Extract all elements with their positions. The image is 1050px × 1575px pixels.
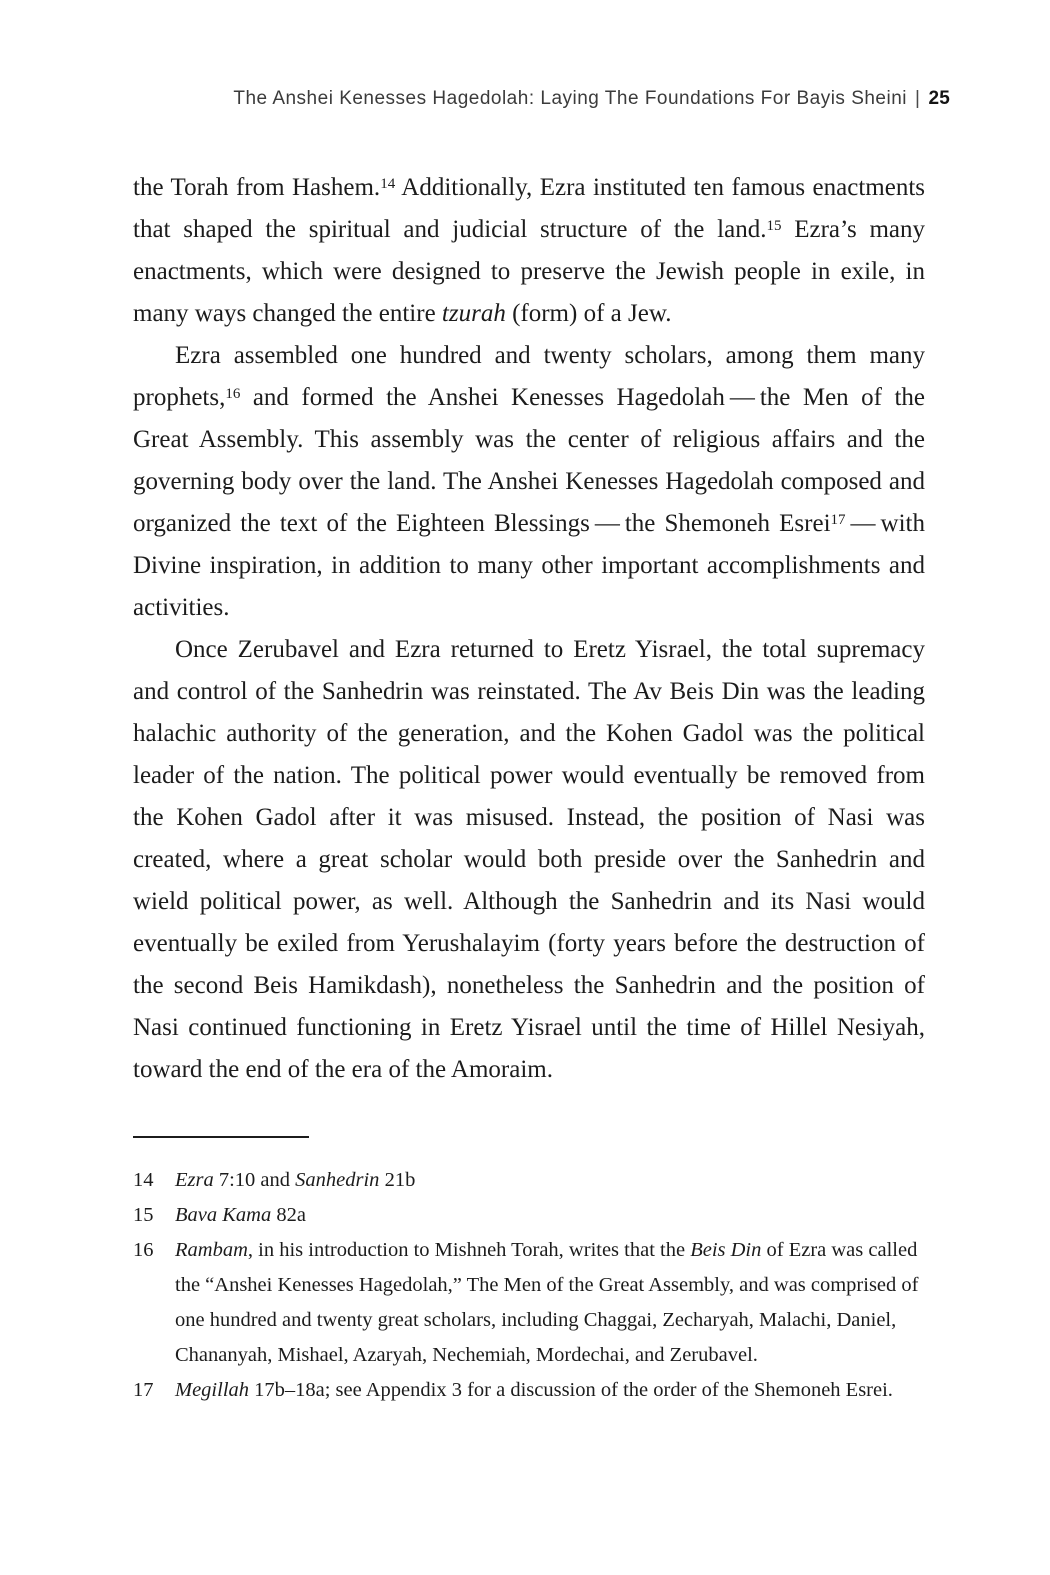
footnote-divider [133,1136,309,1138]
running-header [0,88,950,110]
italic-text: Sanhedrin [295,1169,380,1191]
footnote-text [175,1239,919,1366]
footnotes-section [133,1163,925,1408]
italic-text: Bava Kama [175,1204,272,1226]
text-run: (form) of a Jew. [505,300,672,327]
text-run: 21b [379,1169,416,1191]
text-run: — with Divine inspiration, in addition to many other important accomplishments and activities. [133,510,925,621]
italic-text: Megillah [175,1379,250,1401]
text-run: , in his introduction to Mishneh Torah, writes that the [247,1239,691,1261]
text-run: Once Zerubavel and Ezra returned to Eretz Yisrael, the total supremacy and control of the Sanhedrin was reinstated. The Av Beis Din was the leading halachic authority of the generation, and the Kohen Gadol was the political leader of the nation. The political power would eventually be removed from the Kohen Gadol after it was misused. Instead, the position of Nasi was created, where a great scholar would both preside over the Sanhedrin and wield political power, as well. Although the Sanhedrin and its Nasi would eventually be exiled from Yerushalayim (forty years before the destruction of the second Beis Hamikdash), nonetheless the Sanhedrin and the position of Nasi continued functioning in Eretz Yisrael until the time of Hillel Nesiyah, toward the end of the era of the Amoraim. [133,636,925,1083]
italic-text: Rambam [175,1239,248,1261]
text-run: the Torah from Hashem. [133,174,381,201]
footnote-ref: 14 [380,176,396,193]
text-run: Ezra’s many enactments, which were designed to preserve the Jewish people in exile, in many ways changed the entire [133,216,925,327]
footnote-number: 16 [133,1239,154,1261]
footnote-17 [133,1373,925,1408]
text-run: of Ezra was called the “Anshei Kenesses Hagedolah,” The Men of the Great Assembly, and was comprised of one hundred and twenty great scholars, including Chaggai, Zecharyah, Malachi, Daniel, Chananyah, Mishael, Azaryah, Nechemiah, Mordechai, and Zerubavel. [175,1239,919,1366]
running-header-title: The Anshei Kenesses Hagedolah: Laying The Foundations For Bayis Sheini [233,88,908,109]
text-run: 82a [271,1204,306,1226]
header-separator: | [915,88,921,109]
text-run: Ezra assembled one hundred and twenty scholars, among them many prophets, [133,342,925,411]
footnote-15 [133,1198,925,1233]
footnote-14 [133,1163,925,1198]
paragraph-2 [133,335,925,629]
footnote-number: 15 [133,1204,154,1226]
text-run: 7:10 and [213,1169,296,1191]
paragraph-3 [133,629,925,1091]
footnote-text [175,1379,893,1401]
footnote-ref: 15 [766,218,782,235]
page-number: 25 [928,88,950,109]
footnote-ref: 16 [225,386,241,403]
text-run: 17b–18a; see Appendix 3 for a discussion of the order of the Shemoneh Esrei. [249,1379,893,1401]
text-run: Additionally, Ezra instituted ten famous enactments that shaped the spiritual and judicial structure of the land. [133,174,925,243]
footnote-ref: 17 [830,512,846,529]
footnote-number: 14 [133,1169,154,1191]
footnote-16 [133,1233,925,1373]
footnote-text [175,1169,415,1191]
italic-text: Beis Din [690,1239,762,1261]
body-text [133,167,925,1091]
footnote-text [175,1204,306,1226]
footnote-number: 17 [133,1379,154,1401]
italic-text: tzurah [441,300,506,327]
paragraph-1 [133,167,925,335]
text-run: and formed the Anshei Kenesses Hagedolah — the Men of the Great Assembly. This assembly was the center of religious affairs and the governing body over the land. The Anshei Kenesses Hagedolah composed and organized the text of the Eighteen Blessings — the Shemoneh Esrei [133,384,925,537]
italic-text: Ezra [175,1169,214,1191]
